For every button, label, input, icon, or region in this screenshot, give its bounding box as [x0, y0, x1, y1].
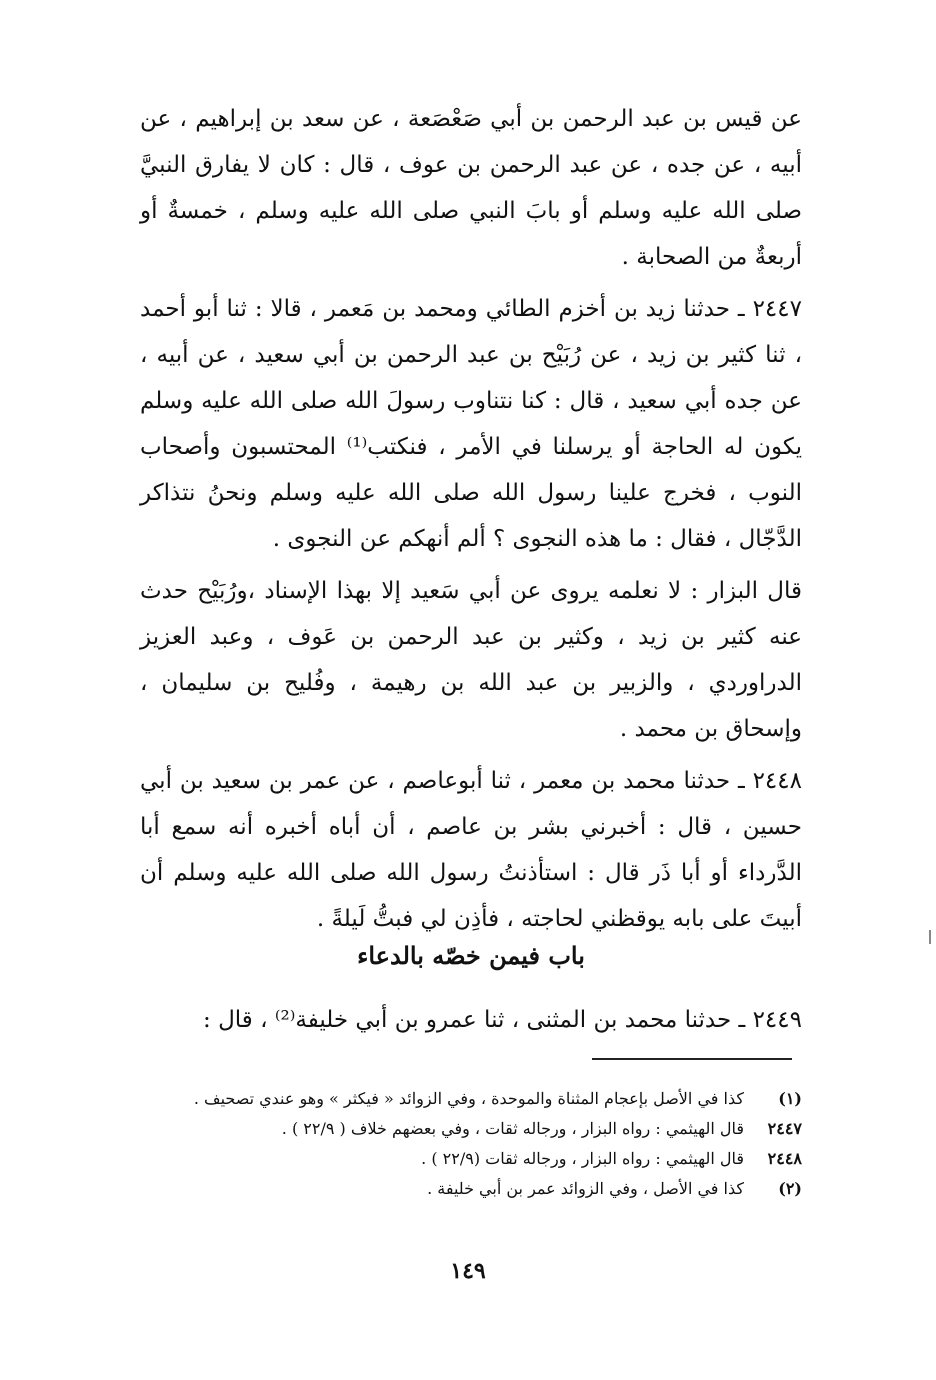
main-text — [140, 96, 802, 948]
footnote-number: ٢٤٤٨ — [767, 1149, 802, 1168]
footnote-number: (٢) — [778, 1179, 802, 1198]
footnote-item — [140, 1144, 802, 1174]
footnotes — [140, 1084, 802, 1204]
footnote-text: قال الهيثمي : رواه البزار ، ورجاله ثقات ، وفي بعضهم خلاف ( ٢٢/٩ ) . — [281, 1119, 744, 1138]
footnote-number: ٢٤٤٧ — [767, 1119, 802, 1138]
section-heading: باب فيمن خصّه بالدعاء — [357, 941, 585, 970]
footnote-text: كذا في الأصل بإعجام المثناة والموحدة ، وفي الزوائد « فيكثر » وهو عندي تصحيف . — [193, 1089, 744, 1108]
footnote-divider — [592, 1058, 792, 1060]
scan-edge-mark — [929, 930, 931, 944]
page-number: ١٤٩ — [450, 1258, 486, 1284]
paragraph-hadith-2448: ٢٤٤٨ ـ حدثنا محمد بن معمر ، ثنا أبوعاصم ، عن عمر بن سعيد بن أبي حسين ، قال : أخبرني بشر بن عاصم ، أن أباه أخبره أنه سمع أبا الدَّرداء أو أبا ذَر قال : استأذنتُ رسول الله صلى الله عليه وسلم أن أبيتَ على بابه يوقظني لحاجته ، فأذِن لي فبتُّ لَيلةً . — [140, 768, 802, 932]
footnote-item — [140, 1114, 802, 1144]
footnote-number: (١) — [778, 1089, 802, 1108]
footnote-text: كذا في الأصل ، وفي الزوائد عمر بن أبي خليفة . — [427, 1179, 744, 1198]
paragraph-bazzar-note: قال البزار : لا نعلمه يروى عن أبي سَعيد إلا بهذا الإسناد ،ورُبَيْح حدث عنه كثير بن زيد ، وكثير بن عبد الرحمن بن عَوف ، وعبد العزيز الدراوردي ، والزبير بن عبد الله بن رهيمة ، وفُليح بن سليمان ، وإسحاق بن محمد . — [140, 578, 802, 742]
footnote-text: قال الهيثمي : رواه البزار ، ورجاله ثقات (٢٢/٩ ) . — [421, 1149, 744, 1168]
footnote-item — [140, 1084, 802, 1114]
paragraph-hadith-2449: ٢٤٤٩ ـ حدثنا محمد بن المثنى ، ثنا عمرو بن أبي خليفة⁽²⁾ ، قال : — [203, 1007, 802, 1033]
footnote-item — [140, 1174, 802, 1204]
paragraph-hadith-2447: ٢٤٤٧ ـ حدثنا زيد بن أخزم الطائي ومحمد بن مَعمر ، قالا : ثنا أبو أحمد ، ثنا كثير بن زيد ، عن رُبَيْح بن عبد الرحمن بن أبي سعيد ، عن أبيه ، عن جده أبي سعيد ، قال : كنا نتناوب رسولَ الله صلى الله عليه وسلم يكون له الحاجة أو يرسلنا في الأمر ، فنكتب⁽¹⁾ المحتسبون وأصحاب النوب ، فخرج علينا رسول الله صلى الله عليه وسلم ونحنُ نتذاكر الدَّجّال ، فقال : ما هذه النجوى ؟ ألم أنهكم عن النجوى . — [140, 296, 802, 552]
paragraph-1: عن قيس بن عبد الرحمن بن أبي صَعْصَعة ، عن سعد بن إبراهيم ، عن أبيه ، عن جده ، عن عبد الرحمن بن عوف ، قال : كان لا يفارق النبيَّ صلى الله عليه وسلم أو بابَ النبي صلى الله عليه وسلم ، خمسةٌ أو أربعةٌ من الصحابة . — [140, 106, 802, 270]
